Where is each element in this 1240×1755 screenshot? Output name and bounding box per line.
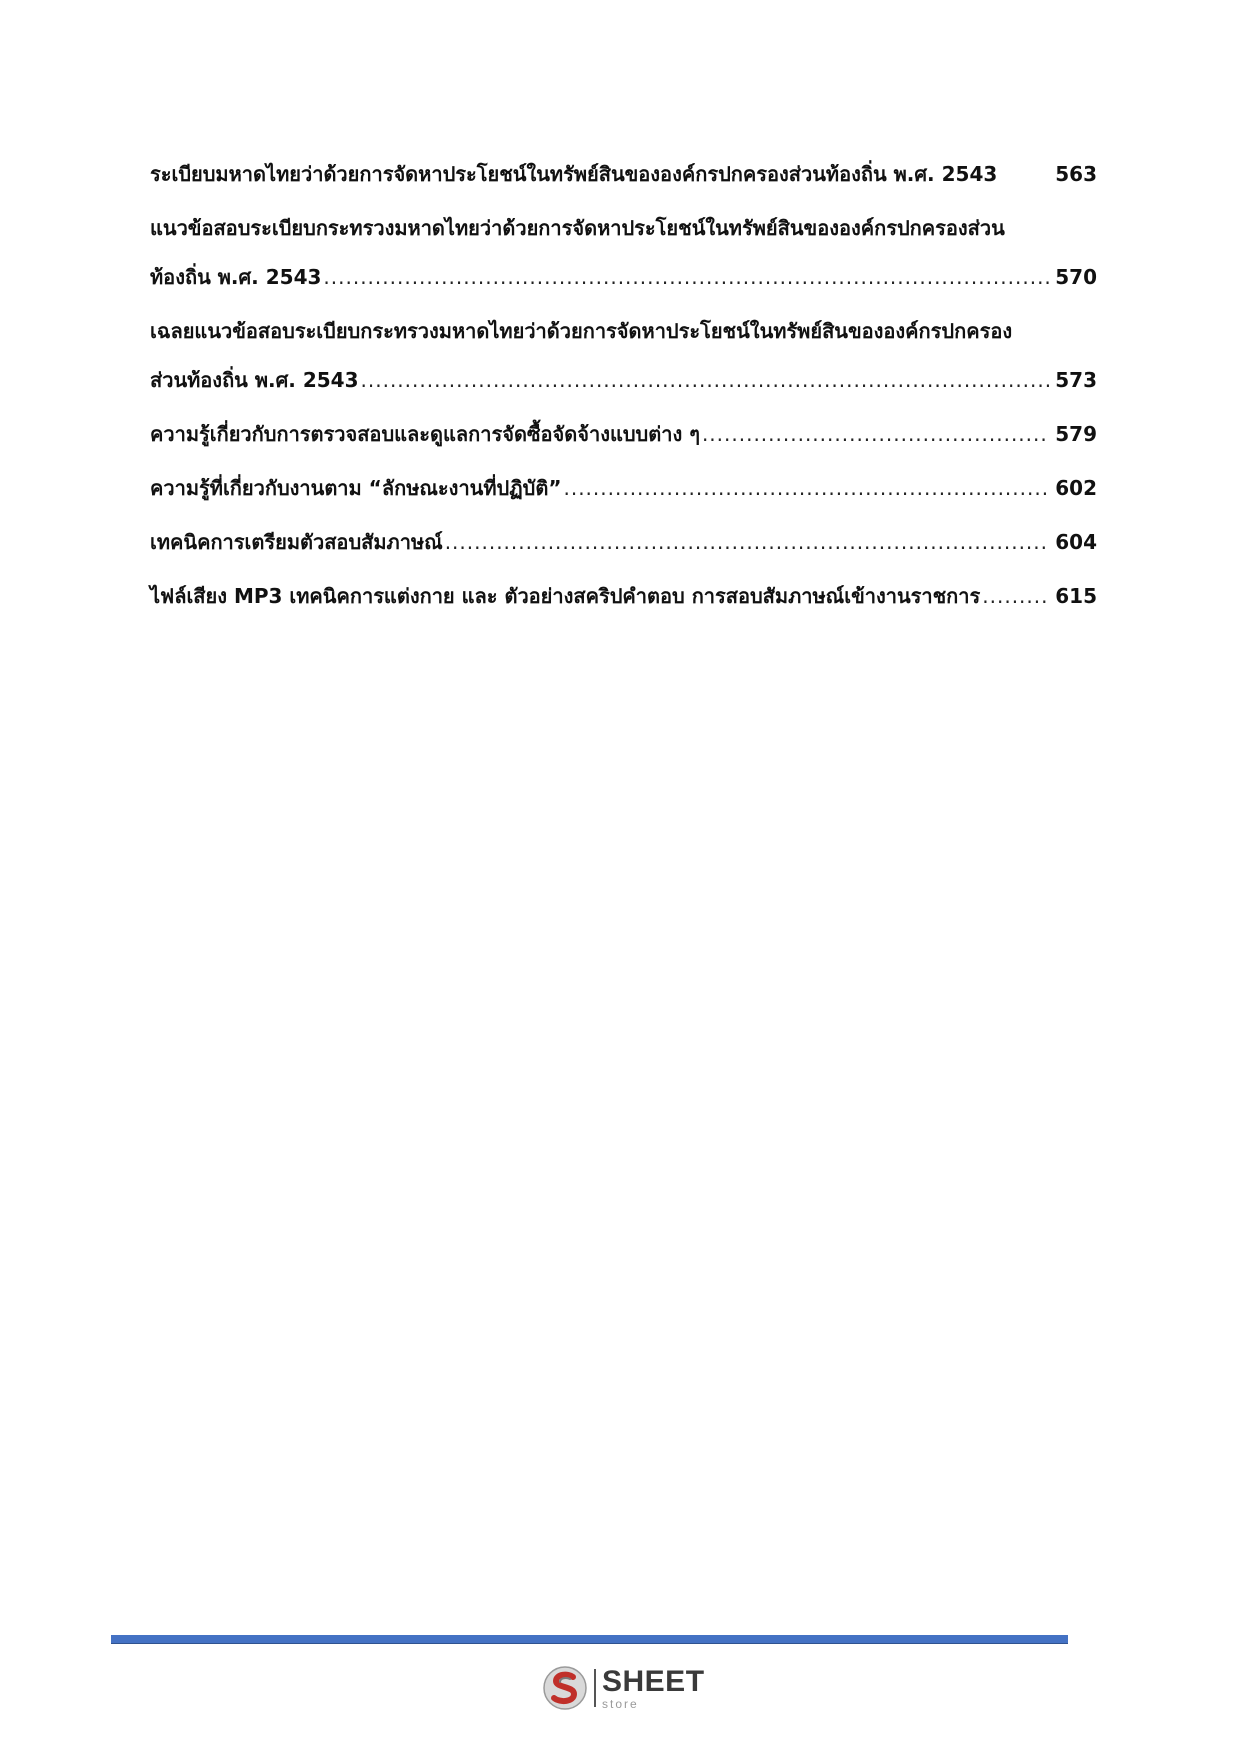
dot-leader	[982, 572, 1049, 621]
logo-divider	[594, 1669, 596, 1707]
toc-line	[150, 518, 1097, 567]
toc-entry-title: ความรู้ที่เกี่ยวกับงานตาม “ลักษณะงานที่ปฏิบัติ”	[150, 476, 562, 500]
logo-wordmark	[602, 1664, 705, 1711]
toc-line	[150, 572, 1097, 621]
toc-entry-page: 573	[1055, 368, 1097, 392]
toc-line	[150, 150, 1097, 199]
dot-leader	[563, 464, 1049, 513]
dot-leader	[445, 518, 1050, 567]
toc-entry-page: 615	[1055, 584, 1097, 608]
toc-entry-title-line2: ท้องถิ่น พ.ศ. 2543	[150, 265, 322, 289]
toc-entry[interactable]	[150, 572, 1097, 621]
toc-entry[interactable]	[150, 464, 1097, 513]
toc-entry-page: 579	[1055, 422, 1097, 446]
table-of-contents	[150, 150, 1097, 626]
toc-entry-title: ระเบียบมหาดไทยว่าด้วยการจัดหาประโยชน์ในทรัพย์สินขององค์กรปกครองส่วนท้องถิ่น พ.ศ. 2543	[150, 162, 998, 186]
toc-line	[150, 410, 1097, 459]
dot-leader	[361, 356, 1050, 405]
dot-leader	[323, 253, 1049, 302]
toc-entry-page: 602	[1055, 476, 1097, 500]
toc-entry[interactable]	[150, 410, 1097, 459]
toc-entry-page: 563	[1055, 162, 1097, 186]
logo-main-text: SHEET	[602, 1664, 705, 1698]
toc-entry[interactable]	[150, 307, 1097, 405]
dot-leader	[702, 410, 1049, 459]
toc-entry-title: ไฟล์เสียง MP3 เทคนิคการแต่งกาย และ ตัวอย่างสคริปคำตอบ การสอบสัมภาษณ์เข้างานราชการ	[150, 584, 981, 608]
footer-logo	[540, 1660, 705, 1716]
toc-entry[interactable]	[150, 204, 1097, 302]
toc-line	[150, 356, 1097, 405]
sheet-store-logo-icon	[540, 1663, 590, 1713]
logo-sub-text: store	[602, 1696, 639, 1711]
toc-entry-title-line1: แนวข้อสอบระเบียบกระทรวงมหาดไทยว่าด้วยการจัดหาประโยชน์ในทรัพย์สินขององค์กรปกครองส่วน	[150, 216, 1005, 240]
toc-entry-title: ความรู้เกี่ยวกับการตรวจสอบและดูแลการจัดซื้อจัดจ้างแบบต่าง ๆ	[150, 422, 700, 446]
toc-line	[150, 253, 1097, 302]
toc-entry-page: 570	[1055, 265, 1097, 289]
toc-entry-title-line1: เฉลยแนวข้อสอบระเบียบกระทรวงมหาดไทยว่าด้วยการจัดหาประโยชน์ในทรัพย์สินขององค์กรปกครอง	[150, 319, 1013, 343]
toc-entry-title-line2: ส่วนท้องถิ่น พ.ศ. 2543	[150, 368, 359, 392]
toc-line	[150, 464, 1097, 513]
toc-entry[interactable]	[150, 150, 1097, 199]
toc-entry-title: เทคนิคการเตรียมตัวสอบสัมภาษณ์	[150, 530, 443, 554]
toc-entry[interactable]	[150, 518, 1097, 567]
toc-entry-page: 604	[1055, 530, 1097, 554]
footer-divider	[111, 1635, 1068, 1644]
